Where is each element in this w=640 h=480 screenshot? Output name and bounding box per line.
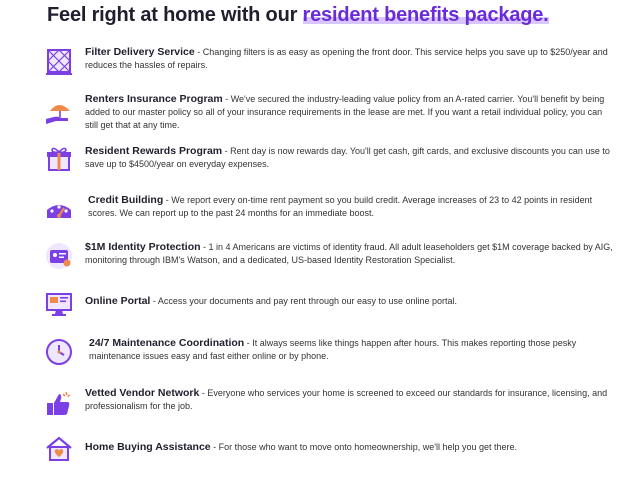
benefit-name: $1M Identity Protection — [85, 241, 201, 253]
umbrella-hand-icon — [44, 97, 74, 127]
benefit-description: It always seems like things happen after hours. This makes reporting those pesky maintenance issues easy and fast either online or by phone. — [89, 338, 577, 361]
air-filter-icon — [44, 46, 74, 76]
page-title — [47, 4, 549, 27]
benefit-text: Home Buying Assistance - For those who want to move onto homeownership, we'll help you get there. — [85, 441, 518, 453]
benefit-name: Online Portal — [85, 295, 151, 307]
benefit-text: Credit Building - We report every on-time rent payment so you build credit. Average increases of 23 to 42 points in resident scores. We can report up to the past 24 months for an immediate boost. — [88, 194, 593, 218]
benefit-name: Credit Building — [88, 194, 164, 206]
benefit-text: 24/7 Maintenance Coordination - It always seems like things happen after hours. This makes reporting those pesky maintenance issues easy and fast either online or by phone. — [89, 337, 577, 361]
clock-icon — [44, 337, 74, 367]
benefit-description: We've secured the industry-leading value policy from an A-rated carrier. You'll benefit by being added to our master policy so all of your insurance requirements in the lease are met. If you want a retail individual policy, you can still get that at any time. — [85, 94, 605, 130]
house-icon — [44, 434, 74, 464]
benefit-name: 24/7 Maintenance Coordination — [89, 337, 245, 349]
benefit-description: Access your documents and pay rent through our easy to use online portal. — [157, 296, 458, 306]
title-prefix: Feel right at home with our — [47, 4, 298, 26]
benefit-description: Changing filters is as easy as opening the front door. This service helps you save up to $250/year and reduces the hassles of repairs. — [85, 47, 608, 70]
benefit-description: For those who want to move onto homeownership, we'll help you get there. — [218, 442, 518, 452]
benefit-text: Resident Rewards Program - Rent day is now rewards day. You'll get cash, gift cards, and exclusive discounts you can use to save up to $4500/year on everyday expenses. — [85, 145, 610, 169]
gift-icon — [44, 144, 74, 174]
benefit-name: Filter Delivery Service — [85, 46, 195, 58]
benefit-text: Filter Delivery Service - Changing filters is as easy as opening the front door. This service helps you save up to $250/year and reduces the hassles of repairs. — [85, 46, 608, 70]
title-accent: resident benefits package. — [302, 4, 549, 26]
benefit-name: Vetted Vendor Network — [85, 387, 200, 399]
id-card-icon — [44, 241, 74, 271]
benefit-description: 1 in 4 Americans are victims of identity fraud. All adult leaseholders get $1M coverage backed by AIG, monitoring through IBM's Watson, and a dedicated, US-based Identity Restoration Specialist. — [85, 242, 613, 265]
benefit-description: Everyone who services your home is screened to exceed our standards for insurance, licensing, and professionalism for the job. — [85, 388, 608, 411]
benefit-name: Home Buying Assistance — [85, 441, 211, 453]
thumbs-up-icon — [44, 389, 74, 419]
benefit-name: Renters Insurance Program — [85, 93, 223, 105]
benefit-text: Renters Insurance Program - We've secured the industry-leading value policy from an A-rated carrier. You'll benefit by being added to our master policy so all of your insurance requirements in the lease are met. If you want a retail individual policy, you can still get that at any time. — [85, 93, 605, 130]
credit-gauge-icon — [44, 194, 74, 224]
benefit-description: Rent day is now rewards day. You'll get cash, gift cards, and exclusive discounts you can use to save up to $4500/year on everyday expenses. — [85, 146, 610, 169]
benefit-text: Online Portal - Access your documents and pay rent through our easy to use online portal. — [85, 295, 458, 307]
computer-portal-icon — [44, 289, 74, 319]
benefit-text: $1M Identity Protection - 1 in 4 Americans are victims of identity fraud. All adult leaseholders get $1M coverage backed by AIG, monitoring through IBM's Watson, and a dedicated, US-based Identity Restoration Specialist. — [85, 241, 613, 265]
benefit-text: Vetted Vendor Network - Everyone who services your home is screened to exceed our standards for insurance, licensing, and professionalism for the job. — [85, 387, 608, 411]
benefit-name: Resident Rewards Program — [85, 145, 223, 157]
benefit-description: We report every on-time rent payment so you build credit. Average increases of 23 to 42 points in resident scores. We can report up to the past 24 months for an immediate boost. — [88, 195, 593, 218]
